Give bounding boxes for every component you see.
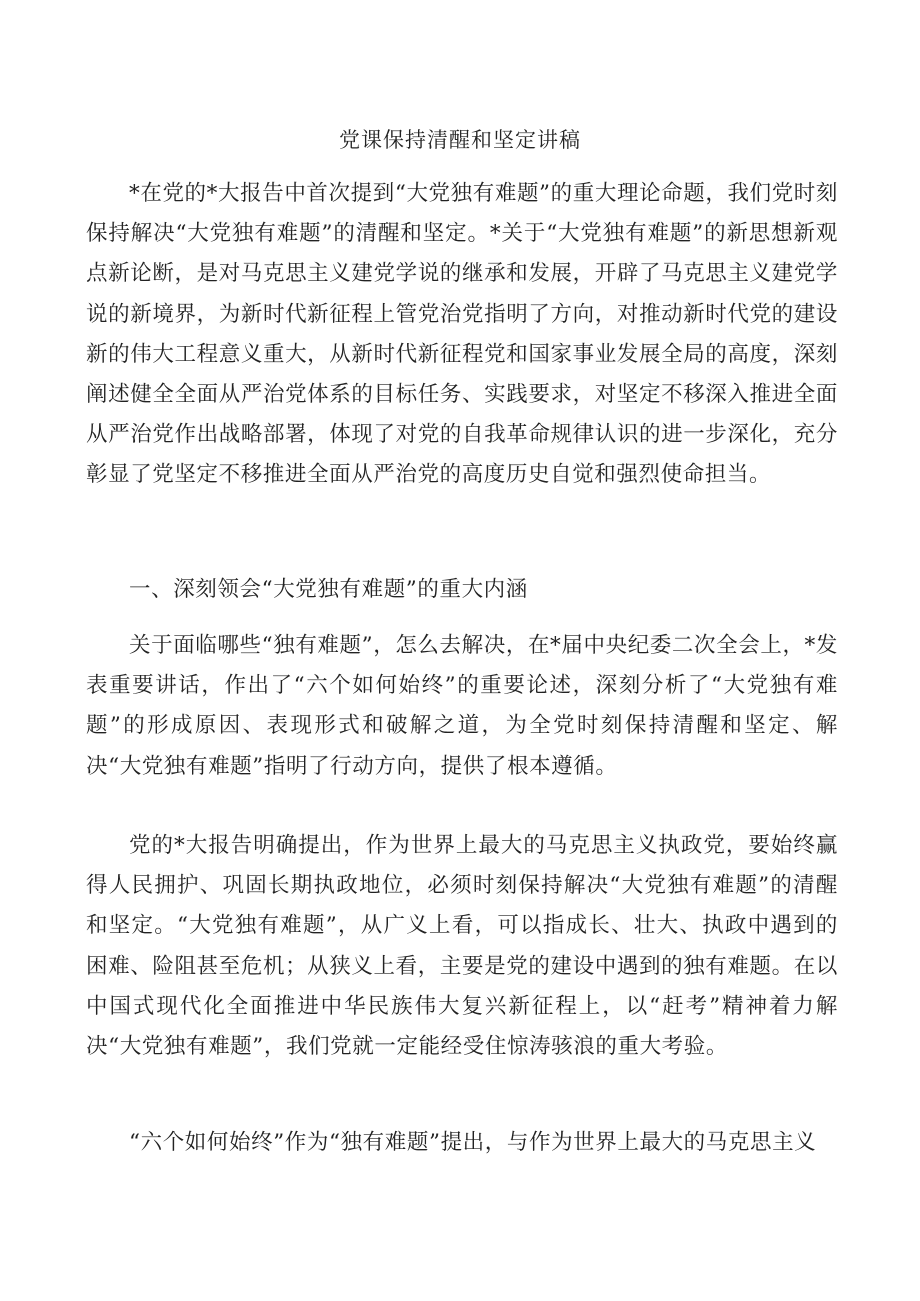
- body-paragraph-4: “六个如何始终”作为“独有难题”提出，与作为世界上最大的马克思主义: [129, 1130, 817, 1155]
- body-paragraph-3: 党的*大报告明确提出，作为世界上最大的马克思主义执政党，要始终赢得人民拥护、巩固长期执政地位，必须时刻保持解决“大党独有难题”的清醒和坚定。“大党独有难题”，从广义上看，可以指成长、壮大、执政中遇到的困难、险阻甚至危机；从狭义上看，主要是党的建设中遇到的独有难题。在以中国式现代化全面推进中华民族伟大复兴新征程上，以“赶考”精神着力解决“大党独有难题”，我们党就一定能经受住惊涛骇浪的重大考验。: [86, 833, 838, 1060]
- section-heading-1: 一、深刻领会“大党独有难题”的重大内涵: [129, 577, 528, 602]
- body-paragraph-intro: *在党的*大报告中首次提到“大党独有难题”的重大理论命题，我们党时刻保持解决“大党独有难题”的清醒和坚定。*关于“大党独有难题”的新思想新观点新论断，是对马克思主义建党学说的继承和发展，开辟了马克思主义建党学说的新境界，为新时代新征程上管党治党指明了方向，对推动新时代党的建设新的伟大工程意义重大，从新时代新征程党和国家事业发展全局的高度，深刻阐述健全全面从严治党体系的目标任务、实践要求，对坚定不移深入推进全面从严治党作出战略部署，体现了对党的自我革命规律认识的进一步深化，充分彰显了党坚定不移推进全面从严治党的高度历史自觉和强烈使命担当。: [86, 181, 838, 488]
- body-paragraph-2: 关于面临哪些“独有难题”，怎么去解决，在*届中央纪委二次全会上，*发表重要讲话，作出了“六个如何始终”的重要论述，深刻分析了“大党独有难题”的形成原因、表现形式和破解之道，为全党时刻保持清醒和坚定、解决“大党独有难题”指明了行动方向，提供了根本遵循。: [86, 633, 838, 779]
- document-title: 党课保持清醒和坚定讲稿: [339, 128, 581, 152]
